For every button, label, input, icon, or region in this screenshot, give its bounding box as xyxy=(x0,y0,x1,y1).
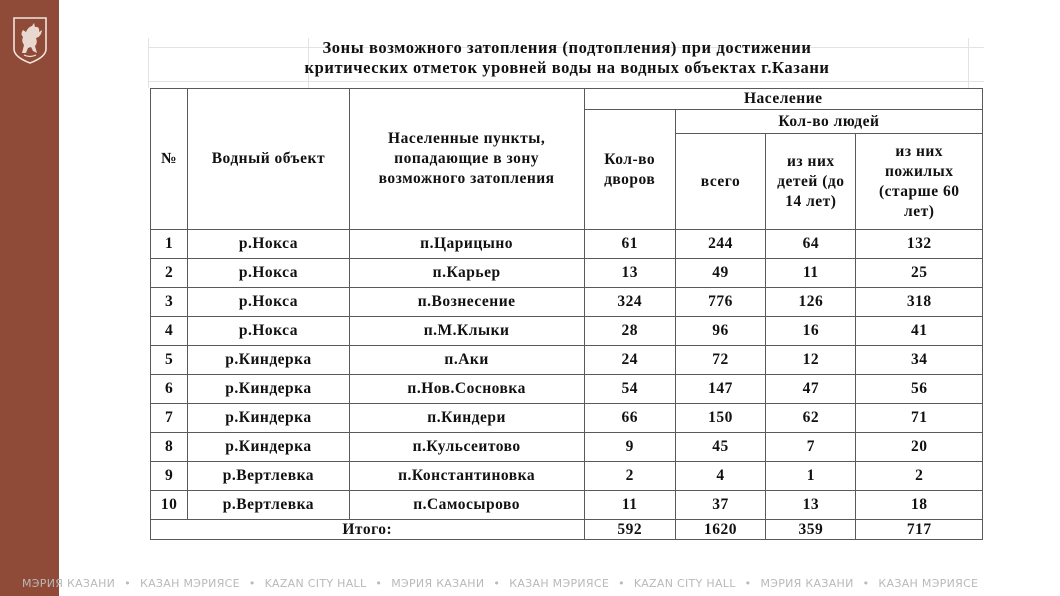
table-row xyxy=(151,288,983,317)
cell-no: 8 xyxy=(151,433,188,462)
cell-children: 64 xyxy=(766,230,856,259)
footer-item: МЭРИЯ КАЗАНИ xyxy=(391,577,485,590)
cell-elderly: 41 xyxy=(856,317,983,346)
table-row xyxy=(151,375,983,404)
cell-no: 9 xyxy=(151,462,188,491)
cell-children: 1 xyxy=(766,462,856,491)
totals-row xyxy=(151,520,983,540)
cell-total: 4 xyxy=(675,462,765,491)
footer-separator: • xyxy=(862,577,870,590)
cell-total: 72 xyxy=(675,346,765,375)
cell-total: 45 xyxy=(675,433,765,462)
cell-water-body: р.Киндерка xyxy=(188,404,350,433)
cell-children: 11 xyxy=(766,259,856,288)
footer-item: КАЗАН МЭРИЯСЕ xyxy=(509,577,610,590)
cell-elderly: 34 xyxy=(856,346,983,375)
document-title xyxy=(150,38,984,78)
cell-total: 150 xyxy=(675,404,765,433)
table-row xyxy=(151,433,983,462)
cell-yards: 2 xyxy=(584,462,675,491)
cell-children: 13 xyxy=(766,491,856,520)
footer-item: КАЗАН МЭРИЯСЕ xyxy=(878,577,979,590)
cell-yards: 28 xyxy=(584,317,675,346)
table-row xyxy=(151,317,983,346)
cell-yards: 54 xyxy=(584,375,675,404)
title-line-1: Зоны возможного затопления (подтопления) при достижении xyxy=(322,38,812,57)
kazan-coat-of-arms-icon xyxy=(10,15,50,65)
table-row xyxy=(151,491,983,520)
cell-water-body: р.Нокса xyxy=(188,230,350,259)
cell-elderly: 56 xyxy=(856,375,983,404)
cell-water-body: р.Киндерка xyxy=(188,346,350,375)
cell-total: 147 xyxy=(675,375,765,404)
table-row xyxy=(151,230,983,259)
title-line-2: критических отметок уровней воды на водных объектах г.Казани xyxy=(304,58,830,77)
cell-elderly: 2 xyxy=(856,462,983,491)
cell-water-body: р.Нокса xyxy=(188,317,350,346)
cell-elderly: 71 xyxy=(856,404,983,433)
cell-yards: 11 xyxy=(584,491,675,520)
cell-no: 3 xyxy=(151,288,188,317)
cell-settlement: п.Царицыно xyxy=(349,230,584,259)
footer-item: КАЗАН МЭРИЯСЕ xyxy=(139,577,240,590)
totals-elderly: 717 xyxy=(856,520,983,540)
cell-yards: 324 xyxy=(584,288,675,317)
cell-settlement: п.Аки xyxy=(349,346,584,375)
footer-separator: • xyxy=(248,577,256,590)
cell-no: 5 xyxy=(151,346,188,375)
flood-zones-table xyxy=(150,88,983,540)
cell-settlement: п.Вознесение xyxy=(349,288,584,317)
header-yards: Кол-во дворов xyxy=(584,110,675,230)
cell-children: 62 xyxy=(766,404,856,433)
table-row xyxy=(151,259,983,288)
cell-yards: 9 xyxy=(584,433,675,462)
totals-yards: 592 xyxy=(584,520,675,540)
header-water-body: Водный объект xyxy=(188,89,350,230)
header-people: Кол-во людей xyxy=(675,110,982,134)
footer-item: KAZAN CITY HALL xyxy=(264,577,367,590)
cell-water-body: р.Киндерка xyxy=(188,375,350,404)
header-elderly: из них пожилых (старше 60 лет) xyxy=(856,134,983,230)
footer-item: KAZAN CITY HALL xyxy=(633,577,736,590)
cell-no: 4 xyxy=(151,317,188,346)
cell-water-body: р.Вертлевка xyxy=(188,462,350,491)
cell-no: 7 xyxy=(151,404,188,433)
footer-separator: • xyxy=(493,577,501,590)
cell-children: 126 xyxy=(766,288,856,317)
footer-separator: • xyxy=(375,577,383,590)
header-population: Население xyxy=(584,89,982,110)
cell-water-body: р.Вертлевка xyxy=(188,491,350,520)
cell-settlement: п.М.Клыки xyxy=(349,317,584,346)
cell-yards: 66 xyxy=(584,404,675,433)
cell-elderly: 132 xyxy=(856,230,983,259)
cell-no: 2 xyxy=(151,259,188,288)
totals-children: 359 xyxy=(766,520,856,540)
table-row xyxy=(151,462,983,491)
table-row xyxy=(151,346,983,375)
cell-children: 47 xyxy=(766,375,856,404)
cell-children: 7 xyxy=(766,433,856,462)
cell-yards: 24 xyxy=(584,346,675,375)
cell-elderly: 20 xyxy=(856,433,983,462)
cell-total: 37 xyxy=(675,491,765,520)
cell-total: 96 xyxy=(675,317,765,346)
brand-sidebar xyxy=(0,0,59,596)
cell-settlement: п.Константиновка xyxy=(349,462,584,491)
cell-no: 6 xyxy=(151,375,188,404)
cell-elderly: 318 xyxy=(856,288,983,317)
cell-children: 16 xyxy=(766,317,856,346)
footer-branding-strip xyxy=(0,573,1060,595)
cell-settlement: п.Нов.Сосновка xyxy=(349,375,584,404)
footer-item: МЭРИЯ КАЗАНИ xyxy=(760,577,854,590)
cell-settlement: п.Самосырово xyxy=(349,491,584,520)
cell-total: 49 xyxy=(675,259,765,288)
footer-separator: • xyxy=(618,577,625,590)
cell-children: 12 xyxy=(766,346,856,375)
cell-elderly: 25 xyxy=(856,259,983,288)
header-children: из них детей (до 14 лет) xyxy=(766,134,856,230)
cell-yards: 13 xyxy=(584,259,675,288)
table-row xyxy=(151,404,983,433)
cell-water-body: р.Нокса xyxy=(188,259,350,288)
footer-item: МЭРИЯ КАЗАНИ xyxy=(22,577,116,590)
cell-elderly: 18 xyxy=(856,491,983,520)
footer-separator: • xyxy=(744,577,752,590)
totals-label: Итого: xyxy=(151,520,585,540)
cell-settlement: п.Карьер xyxy=(349,259,584,288)
totals-total: 1620 xyxy=(675,520,765,540)
cell-water-body: р.Киндерка xyxy=(188,433,350,462)
cell-settlement: п.Кульсеитово xyxy=(349,433,584,462)
cell-settlement: п.Киндери xyxy=(349,404,584,433)
cell-water-body: р.Нокса xyxy=(188,288,350,317)
cell-yards: 61 xyxy=(584,230,675,259)
header-settlements: Населенные пункты, попадающие в зону возможного затопления xyxy=(349,89,584,230)
header-total: всего xyxy=(675,134,765,230)
header-no: № xyxy=(151,89,188,230)
footer-separator: • xyxy=(124,577,131,590)
cell-no: 10 xyxy=(151,491,188,520)
cell-total: 776 xyxy=(675,288,765,317)
cell-total: 244 xyxy=(675,230,765,259)
cell-no: 1 xyxy=(151,230,188,259)
